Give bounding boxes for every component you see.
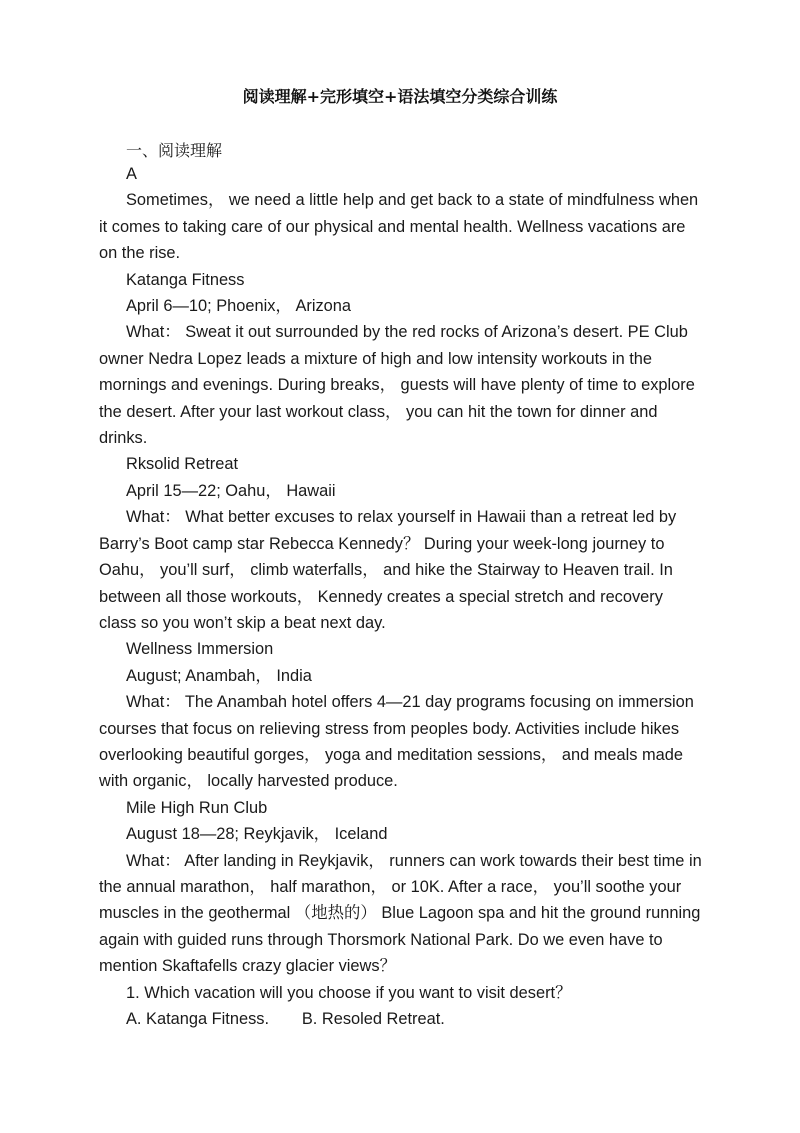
date-rksolid-retreat: April 15—22; Oahu， Hawaii: [126, 481, 336, 500]
what-katanga-fitness: What： Sweat it out surrounded by the red rocks of Arizona’s desert. PE Club owner Nedra Lopez leads a mixture of high and low intensity workouts in the mornings and evenings. During breaks， guests will have plenty of time to explore the desert. After your last workout class， you can hit the town for dinner and drinks.: [99, 323, 695, 448]
document-title: 阅读理解+完形填空+语法填空分类综合训练: [242, 87, 558, 106]
passage-label: A: [126, 165, 137, 183]
heading-mile-high-run-club: Mile High Run Club: [126, 798, 268, 817]
heading-rksolid-retreat: Rksolid Retreat: [126, 455, 239, 474]
what-rksolid-retreat: What： What better excuses to relax yourself in Hawaii than a retreat led by Barry’s Boot camp star Rebecca Kennedy？ During your week-long journey to Oahu， you’ll surf， climb waterfalls， and hike the Stairway to Heaven trail. In between all those workouts， Kennedy creates a special stretch and recovery class so you won’t skip a beat next day.: [99, 508, 677, 632]
question-1: 1. Which vacation will you choose if you want to visit desert？: [126, 983, 572, 1002]
date-katanga-fitness: April 6—10; Phoenix， Arizona: [126, 297, 352, 316]
date-mile-high-run-club: August 18—28; Reykjavik， Iceland: [126, 825, 388, 844]
paragraph-intro: Sometimes， we need a little help and get back to a state of mindfulness when it comes to taking care of our physical and mental health. Wellness vacations are on the rise.: [99, 191, 699, 263]
heading-katanga-fitness: Katanga Fitness: [126, 270, 245, 289]
heading-wellness-immersion: Wellness Immersion: [126, 640, 274, 659]
question-1-options: A. Katanga Fitness. B. Resoled Retreat.: [126, 1010, 445, 1028]
section-heading: 一、阅读理解: [126, 141, 223, 160]
what-mile-high-run-club: What： After landing in Reykjavik， runners can work towards their best time in the annual marathon， half marathon， or 10K. After a race， you’ll soothe your muscles in the geothermal （地热的） Blue Lagoon spa and hit the ground running again with guided runs through Thorsmork National Park. Do we even have to mention Skaftafells crazy glacier views？: [99, 851, 702, 976]
date-wellness-immersion: August; Anambah， India: [126, 666, 312, 685]
passage-body: [99, 161, 703, 1032]
what-wellness-immersion: What： The Anambah hotel offers 4—21 day programs focusing on immersion courses that focus on relieving stress from peoples body. Activities include hikes overlooking beautiful gorges， yoga and meditation sessions， and meals made with organic， locally harvested produce.: [99, 693, 694, 791]
